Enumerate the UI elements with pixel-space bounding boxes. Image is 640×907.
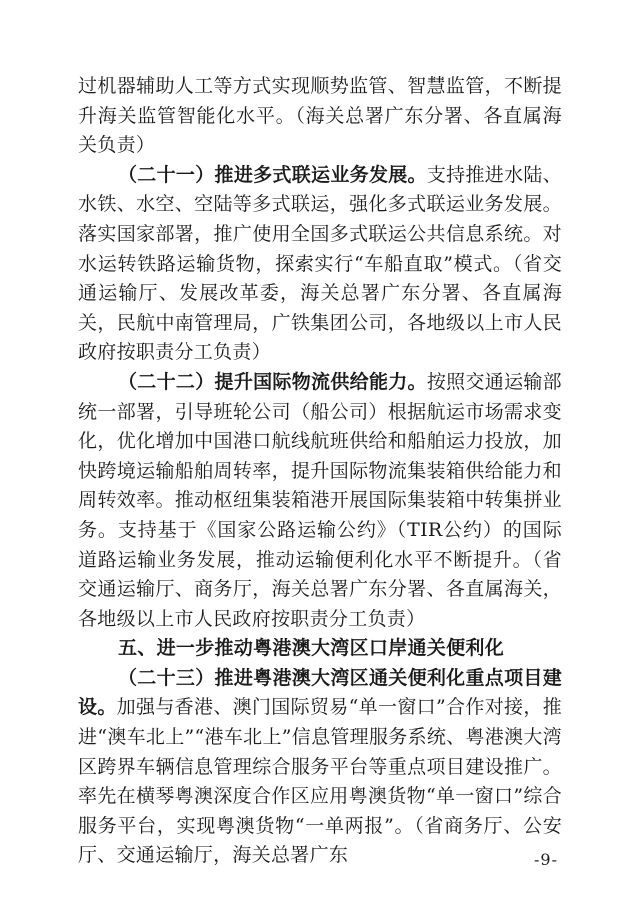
item-title: 推进粤港澳大湾区通关便利化重点项目建设。 [78,666,562,719]
paragraph-continuation [78,72,562,161]
item-number: （二十二） [118,370,215,393]
page-number: -9- [534,850,558,869]
paragraph-text: 支持推进水陆、水铁、水空、空陆等多式联运，强化多式联运业务发展。落实国家部署，推广使用全国多式联运公共信息系统。对水运转铁路运输货物，探索实行“车船直取”模式。（省交通运输厅、发展改革委，海关总署广东分署、各直属海关，民航中南管理局，广铁集团公司，各地级以上市人民政府按职责分工负责） [78,163,562,364]
document-body [78,72,562,871]
section-heading: 五、进一步推动粤港澳大湾区口岸通关便利化 [118,637,505,660]
paragraph-item-23 [78,664,562,871]
paragraph-text: 过机器辅助人工等方式实现顺势监管、智慧监管，不断提升海关监管智能化水平。（海关总署广东分署、各直属海关负责） [78,75,562,157]
item-title: 推进多式联运业务发展。 [214,163,427,186]
item-number: （二十三） [118,666,215,689]
item-number: （二十一） [118,163,215,186]
paragraph-item-22 [78,368,562,634]
paragraph-text: 加强与香港、澳门国际贸易“单一窗口”合作对接，推进“澳车北上”“港车北上”信息管理服务系统、粤港澳大湾区跨界车辆信息管理综合服务平台等重点项目建设推广。率先在横琴粤澳深度合作区应用粤澳货物“单一窗口”综合服务平台，实现粤澳货物“一单两报”。（省商务厅、公安厅、交通运输厅，海关总署广东 [78,696,562,867]
item-title: 提升国际物流供给能力。 [214,370,427,393]
paragraph-text: 按照交通运输部统一部署，引导班轮公司（船公司）根据航运市场需求变化，优化增加中国港口航线航班供给和船舶运力投放，加快跨境运输船舶周转率，提升国际物流集装箱供给能力和周转效率。推动枢纽集装箱港开展国际集装箱中转集拼业务。支持基于《国家公路运输公约》（TIR公约）的国际道路运输业务发展，推动运输便利化水平不断提升。（省交通运输厅、商务厅，海关总署广东分署、各直属海关，各地级以上市人民政府按职责分工负责） [78,370,562,630]
paragraph-item-21 [78,161,562,368]
